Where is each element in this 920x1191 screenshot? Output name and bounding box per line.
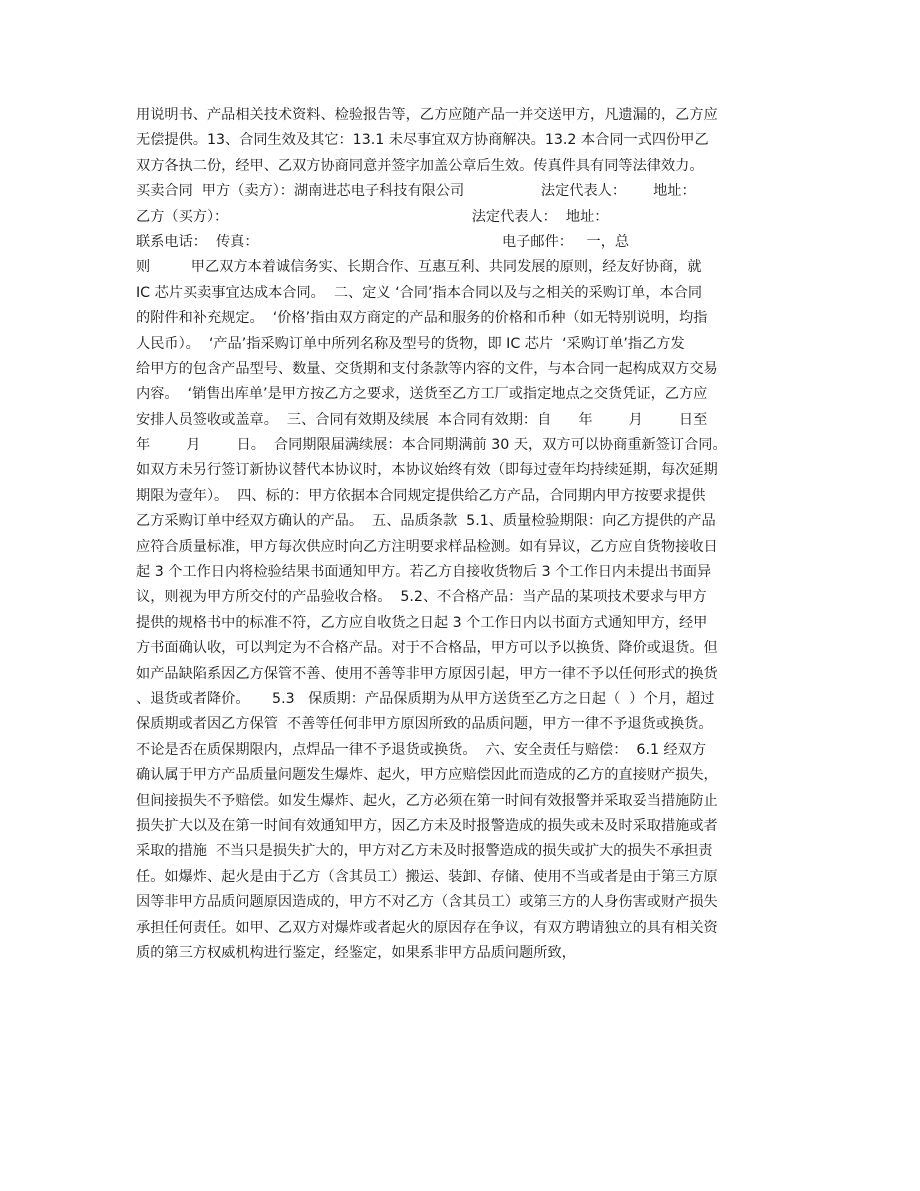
text-line: 确认属于甲方产品质量问题发生爆炸、起火，甲方应赔偿因此而造成的乙方的直接财产损失， <box>136 767 718 784</box>
text-line: 质的第三方权威机构进行鉴定，经鉴定，如果系非甲方品质问题所致， <box>136 944 576 961</box>
text-line: 人民币）。 ‘产品’指采购订单中所列名称及型号的货物，即 IC 芯片 ‘采购订单’指乙方发 <box>136 335 685 352</box>
text-line: 无偿提供。13、合同生效及其它：13.1 未尽事宜双方协商解决。13.2 本合同一式四份甲乙 <box>136 132 709 149</box>
text-line: 不论是否在质保期限内，点焊品一律不予退货或换货。 六、安全责任与赔偿： 6.1 经双方 <box>136 741 707 758</box>
text-line: 如双方未另行签订新协议替代本协议时，本协议始终有效（即每过壹年均持续延期，每次延期 <box>136 462 718 479</box>
text-line: 起 3 个工作日内将检验结果书面通知甲方。若乙方自接收货物后 3 个工作日内未提出书面异 <box>136 564 712 581</box>
text-line: 提供的规格书中的标准不符，乙方应自收货之日起 3 个工作日内以书面方式通知甲方，经甲 <box>136 614 708 631</box>
text-line: 联系电话： 传真： 电子邮件： 一，总 <box>136 233 630 250</box>
text-line: 年 月 日。 合同期限届满续展：本合同期满前 30 天，双方可以协商重新签订合同。 <box>136 437 727 454</box>
text-line: 应符合质量标准，甲方每次供应时向乙方注明要求样品检测。如有异议，乙方应自货物接收日 <box>136 538 718 555</box>
text-line: 双方各执二份，经甲、乙双方协商同意并签字加盖公章后生效。传真件具有同等法律效力。 <box>136 157 704 174</box>
text-line: 用说明书、产品相关技术资料、检验报告等，乙方应随产品一并交送甲方，凡遗漏的，乙方应 <box>136 107 718 123</box>
text-line: 因等非甲方品质问题原因造成的，甲方不对乙方（含其员工）或第三方的人身伤害或财产损失 <box>136 894 718 911</box>
contract-title-line: 买卖合同 甲方（卖方）：湖南进芯电子科技有限公司 法定代表人： 地址： <box>136 183 696 200</box>
text-line: 乙方采购订单中经双方确认的产品。 五、品质条款 5.1、质量检验期限：向乙方提供的产品 <box>136 513 716 530</box>
text-line: 承担任何责任。如甲、乙双方对爆炸或者起火的原因存在争议，有双方聘请独立的具有相关资 <box>136 919 718 936</box>
text-line: 给甲方的包含产品型号、数量、交货期和支付条款等内容的文件，与本合同一起构成双方交易 <box>136 360 718 377</box>
text-line: 如产品缺陷系因乙方保管不善、使用不善等非甲方原因引起，甲方一律不予以任何形式的换货 <box>136 665 718 682</box>
text-line: 期限为壹年）。 四、标的：甲方依据本合同规定提供给乙方产品，合同期内甲方按要求提供 <box>136 487 706 504</box>
text-line: 内容。 ‘销售出库单’是甲方按乙方之要求，送货至乙方工厂或指定地点之交货凭证，乙方应 <box>136 386 708 403</box>
text-line: 方书面确认收，可以判定为不合格产品。对于不合格品，甲方可以予以换货、降价或退货。但 <box>136 640 718 657</box>
text-line: 乙方（买方）： 法定代表人： 地址： <box>136 208 609 225</box>
text-line: 但间接损失不予赔偿。如发生爆炸、起火，乙方必须在第一时间有效报警并采取妥当措施防止 <box>136 792 718 809</box>
text-line: 议，则视为甲方所交付的产品验收合格。 5.2、不合格产品：当产品的某项技术要求与甲方 <box>136 589 707 606</box>
text-line: 采取的措施 不当只是损失扩大的，甲方对乙方未及时报警造成的损失或扩大的损失不承担责 <box>136 843 713 860</box>
contract-body-text <box>136 103 786 966</box>
text-line: 保质期或者因乙方保管 不善等任何非甲方原因所致的品质问题，甲方一律不予退货或换货。 <box>136 716 713 733</box>
text-line: 安排人员签收或盖章。 三、合同有效期及续展 本合同有效期：自 年 月 日至 <box>136 411 708 428</box>
text-line: 、退货或者降价。 5.3 保质期：产品保质期为从甲方送货至乙方之日起（ ）个月，超过 <box>136 690 715 707</box>
text-line: 损失扩大以及在第一时间有效通知甲方，因乙方未及时报警造成的损失或未及时采取措施或者 <box>136 817 718 834</box>
text-line: 的附件和补充规定。 ‘价格’指由双方商定的产品和服务的价格和币种（如无特别说明，均指 <box>136 310 708 327</box>
text-line: 则 甲乙双方本着诚信务实、长期合作、互惠互利、共同发展的原则，经友好协商，就 <box>136 259 702 276</box>
text-line: IC 芯片买卖事宜达成本合同。 二、定义 ‘合同’指本合同以及与之相关的采购订单，本合同 <box>136 284 703 301</box>
text-line: 任。如爆炸、起火是由于乙方（含其员工）搬运、装卸、存储、使用不当或者是由于第三方原 <box>136 868 718 885</box>
